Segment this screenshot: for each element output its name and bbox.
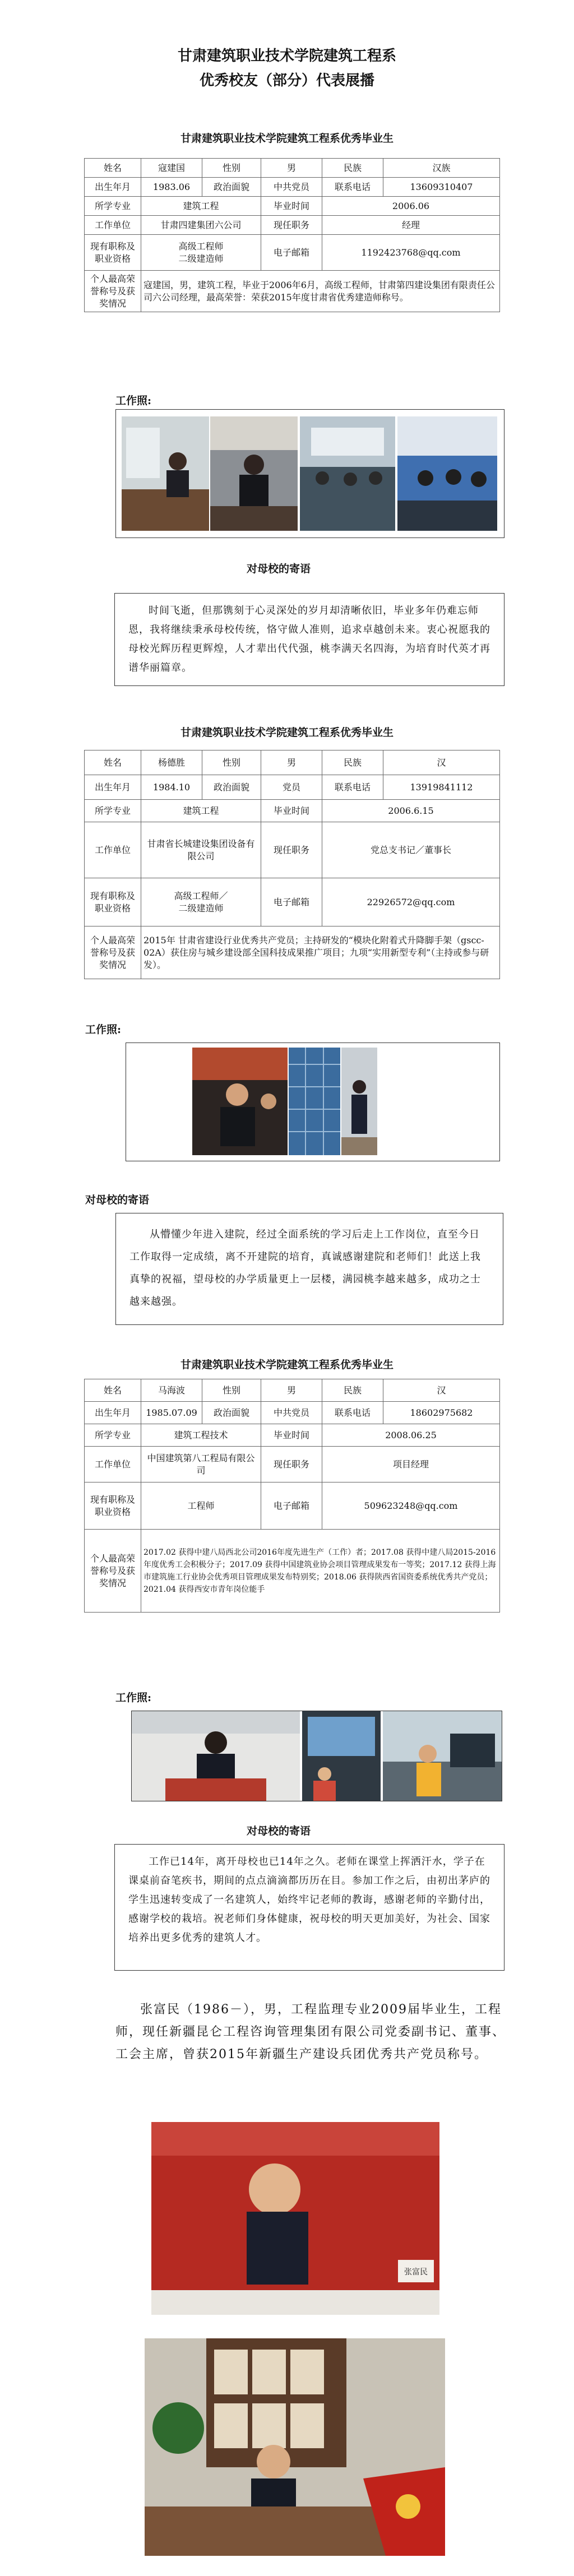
- title-value: [141, 878, 261, 926]
- message-heading: 对母校的寄语: [247, 1825, 311, 1837]
- contact-label: 联系电话: [322, 178, 383, 197]
- birth-value: 1984.10: [141, 775, 202, 800]
- title-line2: 二级建造师: [178, 902, 224, 914]
- ethnicity-label: 民族: [322, 750, 383, 775]
- email-label: 电子邮箱: [261, 235, 322, 271]
- work-photos-label: 工作照:: [115, 395, 152, 407]
- email-value: 22926572@qq.com: [322, 878, 500, 926]
- message-box: 工作已14年，离开母校也已14年之久。老师在课堂上挥洒汗水，学子在课桌前奋笔疾书，期间的点点滴滴都历历在目。参加工作之后，由初出茅庐的学生迅速转变成了一名建筑人，始终牢记老师的教诲，感谢老师的辛勤付出，感谢学校的栽培。祝老师们身体健康，祝母校的明天更加美好，为社会、国家培养出更多优秀的建筑人才。: [114, 1844, 504, 1971]
- name-label: 姓名: [85, 159, 141, 178]
- grad-value: 2006.6.15: [322, 800, 500, 822]
- page-title-line1: 甘肃建筑职业技术学院建筑工程系: [177, 48, 396, 64]
- portrait-photo-office: [145, 2338, 445, 2556]
- alumnus-table-title: 甘肃建筑职业技术学院建筑工程系优秀毕业生: [180, 1359, 394, 1371]
- title-label: 现有职称及职业资格: [85, 1482, 141, 1530]
- message-box: 时间飞逝，但那镌刻于心灵深处的岁月却清晰依旧，毕业多年仍难忘师恩，我将继续秉承母校传统，恪守做人准则，追求卓越创未来。衷心祝愿我的母校光辉历程更辉煌，人才辈出代代强，桃李满天名四海，为培育时代英才再谱华丽篇章。: [114, 593, 504, 686]
- position-value: 党总支书记／董事长: [322, 822, 500, 878]
- title-line1: 工程师: [187, 1500, 215, 1511]
- title-value: [141, 235, 261, 271]
- gender-label: 性别: [202, 750, 261, 775]
- work-photo-frame: [126, 1043, 500, 1161]
- work-photos-label: 工作照:: [85, 1023, 122, 1036]
- politics-value: 中共党员: [261, 1402, 322, 1424]
- employer-value: 甘肃四建集团六公司: [141, 216, 261, 235]
- email-value: 509623248@qq.com: [322, 1482, 500, 1530]
- name-value: 杨德胜: [141, 750, 202, 775]
- major-value: 建筑工程技术: [141, 1424, 261, 1447]
- work-photo-desk: [132, 1711, 300, 1801]
- birth-value: 1983.06: [141, 178, 202, 197]
- contact-value: 13609310407: [383, 178, 500, 197]
- work-photo-site: [300, 416, 395, 531]
- gender-label: 性别: [202, 1379, 261, 1402]
- position-label: 现任职务: [261, 216, 322, 235]
- major-label: 所学专业: [85, 800, 141, 822]
- work-photo-person: [341, 1048, 377, 1155]
- email-label: 电子邮箱: [261, 878, 322, 926]
- message-box: 从懵懂少年进入建院，经过全面系统的学习后走上工作岗位，直至今日工作取得一定成绩，离不开建院的培育，真诚感谢建院和老师们！此送上我真挚的祝福，望母校的办学质量更上一层楼，满园桃李越来越多，成功之士越来越强。: [115, 1213, 503, 1325]
- employer-label: 工作单位: [85, 1447, 141, 1482]
- work-photo-team: [397, 416, 497, 531]
- birth-label: 出生年月: [85, 775, 141, 800]
- alumnus-table-title: 甘肃建筑职业技术学院建筑工程系优秀毕业生: [180, 132, 394, 145]
- name-value: 马海波: [141, 1379, 202, 1402]
- work-photos-label: 工作照:: [115, 1692, 152, 1704]
- major-label: 所学专业: [85, 197, 141, 216]
- honors-label: 个人最高荣誉称号及获奖情况: [85, 926, 141, 979]
- birth-label: 出生年月: [85, 1402, 141, 1424]
- grad-label: 毕业时间: [261, 197, 322, 216]
- honors-value: 2015年 甘肃省建设行业优秀共产党员；主持研发的“模块化附着式升降脚手架（gscc-02A）获住房与城乡建设部全国科技成果推广项目；九项“实用新型专利”（主持或参与研发）。: [141, 926, 500, 979]
- ethnicity-label: 民族: [322, 159, 383, 178]
- major-label: 所学专业: [85, 1424, 141, 1447]
- employer-value: 中国建筑第八工程局有限公司: [141, 1447, 261, 1482]
- title-value: [141, 1482, 261, 1530]
- politics-value: 中共党员: [261, 178, 322, 197]
- title-line1: 高级工程师: [178, 240, 224, 252]
- contact-value: 13919841112: [383, 775, 500, 800]
- position-value: 经理: [322, 216, 500, 235]
- grad-label: 毕业时间: [261, 800, 322, 822]
- employer-label: 工作单位: [85, 822, 141, 878]
- work-photo-meeting: [192, 1048, 288, 1155]
- message-heading: 对母校的寄语: [247, 563, 311, 575]
- honors-value: 2017.02 获得中建八局西北公司2016年度先进生产（工作）者；2017.08 获得中建八局2015-2016年度优秀工会积极分子；2017.09 获得中国建筑业协会项目管理成果发布一等奖；2017.12 获得上海市建筑施工行业协会优秀项目管理成果发布特别奖；2018.06 获得陕西省国资委系统优秀共产党员；2021.04 获得西安市青年岗位能手: [141, 1530, 500, 1613]
- position-label: 现任职务: [261, 822, 322, 878]
- alumnus-table-title: 甘肃建筑职业技术学院建筑工程系优秀毕业生: [180, 726, 394, 739]
- gender-value: 男: [261, 1379, 322, 1402]
- birth-value: 1985.07.09: [141, 1402, 202, 1424]
- work-photo-screen: [302, 1711, 381, 1801]
- work-photo-frame: [115, 409, 504, 538]
- politics-value: 党员: [261, 775, 322, 800]
- contact-label: 联系电话: [322, 775, 383, 800]
- title-label: 现有职称及职业资格: [85, 878, 141, 926]
- work-photo-site: [383, 1711, 502, 1801]
- gender-label: 性别: [202, 159, 261, 178]
- contact-value: 18602975682: [383, 1402, 500, 1424]
- name-value: 寇建国: [141, 159, 202, 178]
- major-value: 建筑工程: [141, 800, 261, 822]
- title-line1: 高级工程师／: [174, 890, 228, 901]
- alumnus-info-table: [84, 750, 500, 979]
- closing-paragraph: 张富民（1986－），男，工程监理专业2009届毕业生，工程师，现任新疆昆仑工程咨询管理集团有限公司党委副书记、董事、工会主席，曾获2015年新疆生产建设兵团优秀共产党员称号。: [115, 2003, 506, 2061]
- contact-label: 联系电话: [322, 1402, 383, 1424]
- grad-label: 毕业时间: [261, 1424, 322, 1447]
- message-heading: 对母校的寄语: [85, 1194, 150, 1206]
- ethnicity-value: 汉族: [383, 159, 500, 178]
- grad-value: 2008.06.25: [322, 1424, 500, 1447]
- work-photo-office: [122, 416, 209, 531]
- work-photo-meeting: [210, 416, 298, 531]
- portrait-photo-speech: [151, 2122, 439, 2315]
- title-label: 现有职称及职业资格: [85, 235, 141, 271]
- employer-value: 甘肃省长城建设集团设备有限公司: [141, 822, 261, 878]
- nameplate-text: 张富民: [404, 2268, 428, 2277]
- position-label: 现任职务: [261, 1447, 322, 1482]
- major-value: 建筑工程: [141, 197, 261, 216]
- employer-label: 工作单位: [85, 216, 141, 235]
- ethnicity-value: 汉: [383, 1379, 500, 1402]
- ethnicity-label: 民族: [322, 1379, 383, 1402]
- email-label: 电子邮箱: [261, 1482, 322, 1530]
- title-line2: 二级建造师: [178, 253, 224, 264]
- alumnus-info-table: [84, 158, 500, 312]
- name-label: 姓名: [85, 1379, 141, 1402]
- politics-label: 政治面貌: [202, 1402, 261, 1424]
- work-photo-scaffold: [289, 1048, 340, 1155]
- honors-label: 个人最高荣誉称号及获奖情况: [85, 271, 141, 312]
- honors-value: 寇建国，男，建筑工程，毕业于2006年6月，高级工程师，甘肃第四建设集团有限责任公司六公司经理，最高荣誉：荣获2015年度甘肃省优秀建造师称号。: [141, 271, 500, 312]
- grad-value: 2006.06: [322, 197, 500, 216]
- name-label: 姓名: [85, 750, 141, 775]
- email-value: 1192423768@qq.com: [322, 235, 500, 271]
- position-value: 项目经理: [322, 1447, 500, 1482]
- birth-label: 出生年月: [85, 178, 141, 197]
- gender-value: 男: [261, 750, 322, 775]
- gender-value: 男: [261, 159, 322, 178]
- alumnus-info-table: [84, 1379, 500, 1613]
- ethnicity-value: 汉: [383, 750, 500, 775]
- page-title-line2: 优秀校友（部分）代表展播: [199, 72, 374, 89]
- honors-label: 个人最高荣誉称号及获奖情况: [85, 1530, 141, 1613]
- work-photo-frame: [131, 1711, 502, 1801]
- politics-label: 政治面貌: [202, 178, 261, 197]
- politics-label: 政治面貌: [202, 775, 261, 800]
